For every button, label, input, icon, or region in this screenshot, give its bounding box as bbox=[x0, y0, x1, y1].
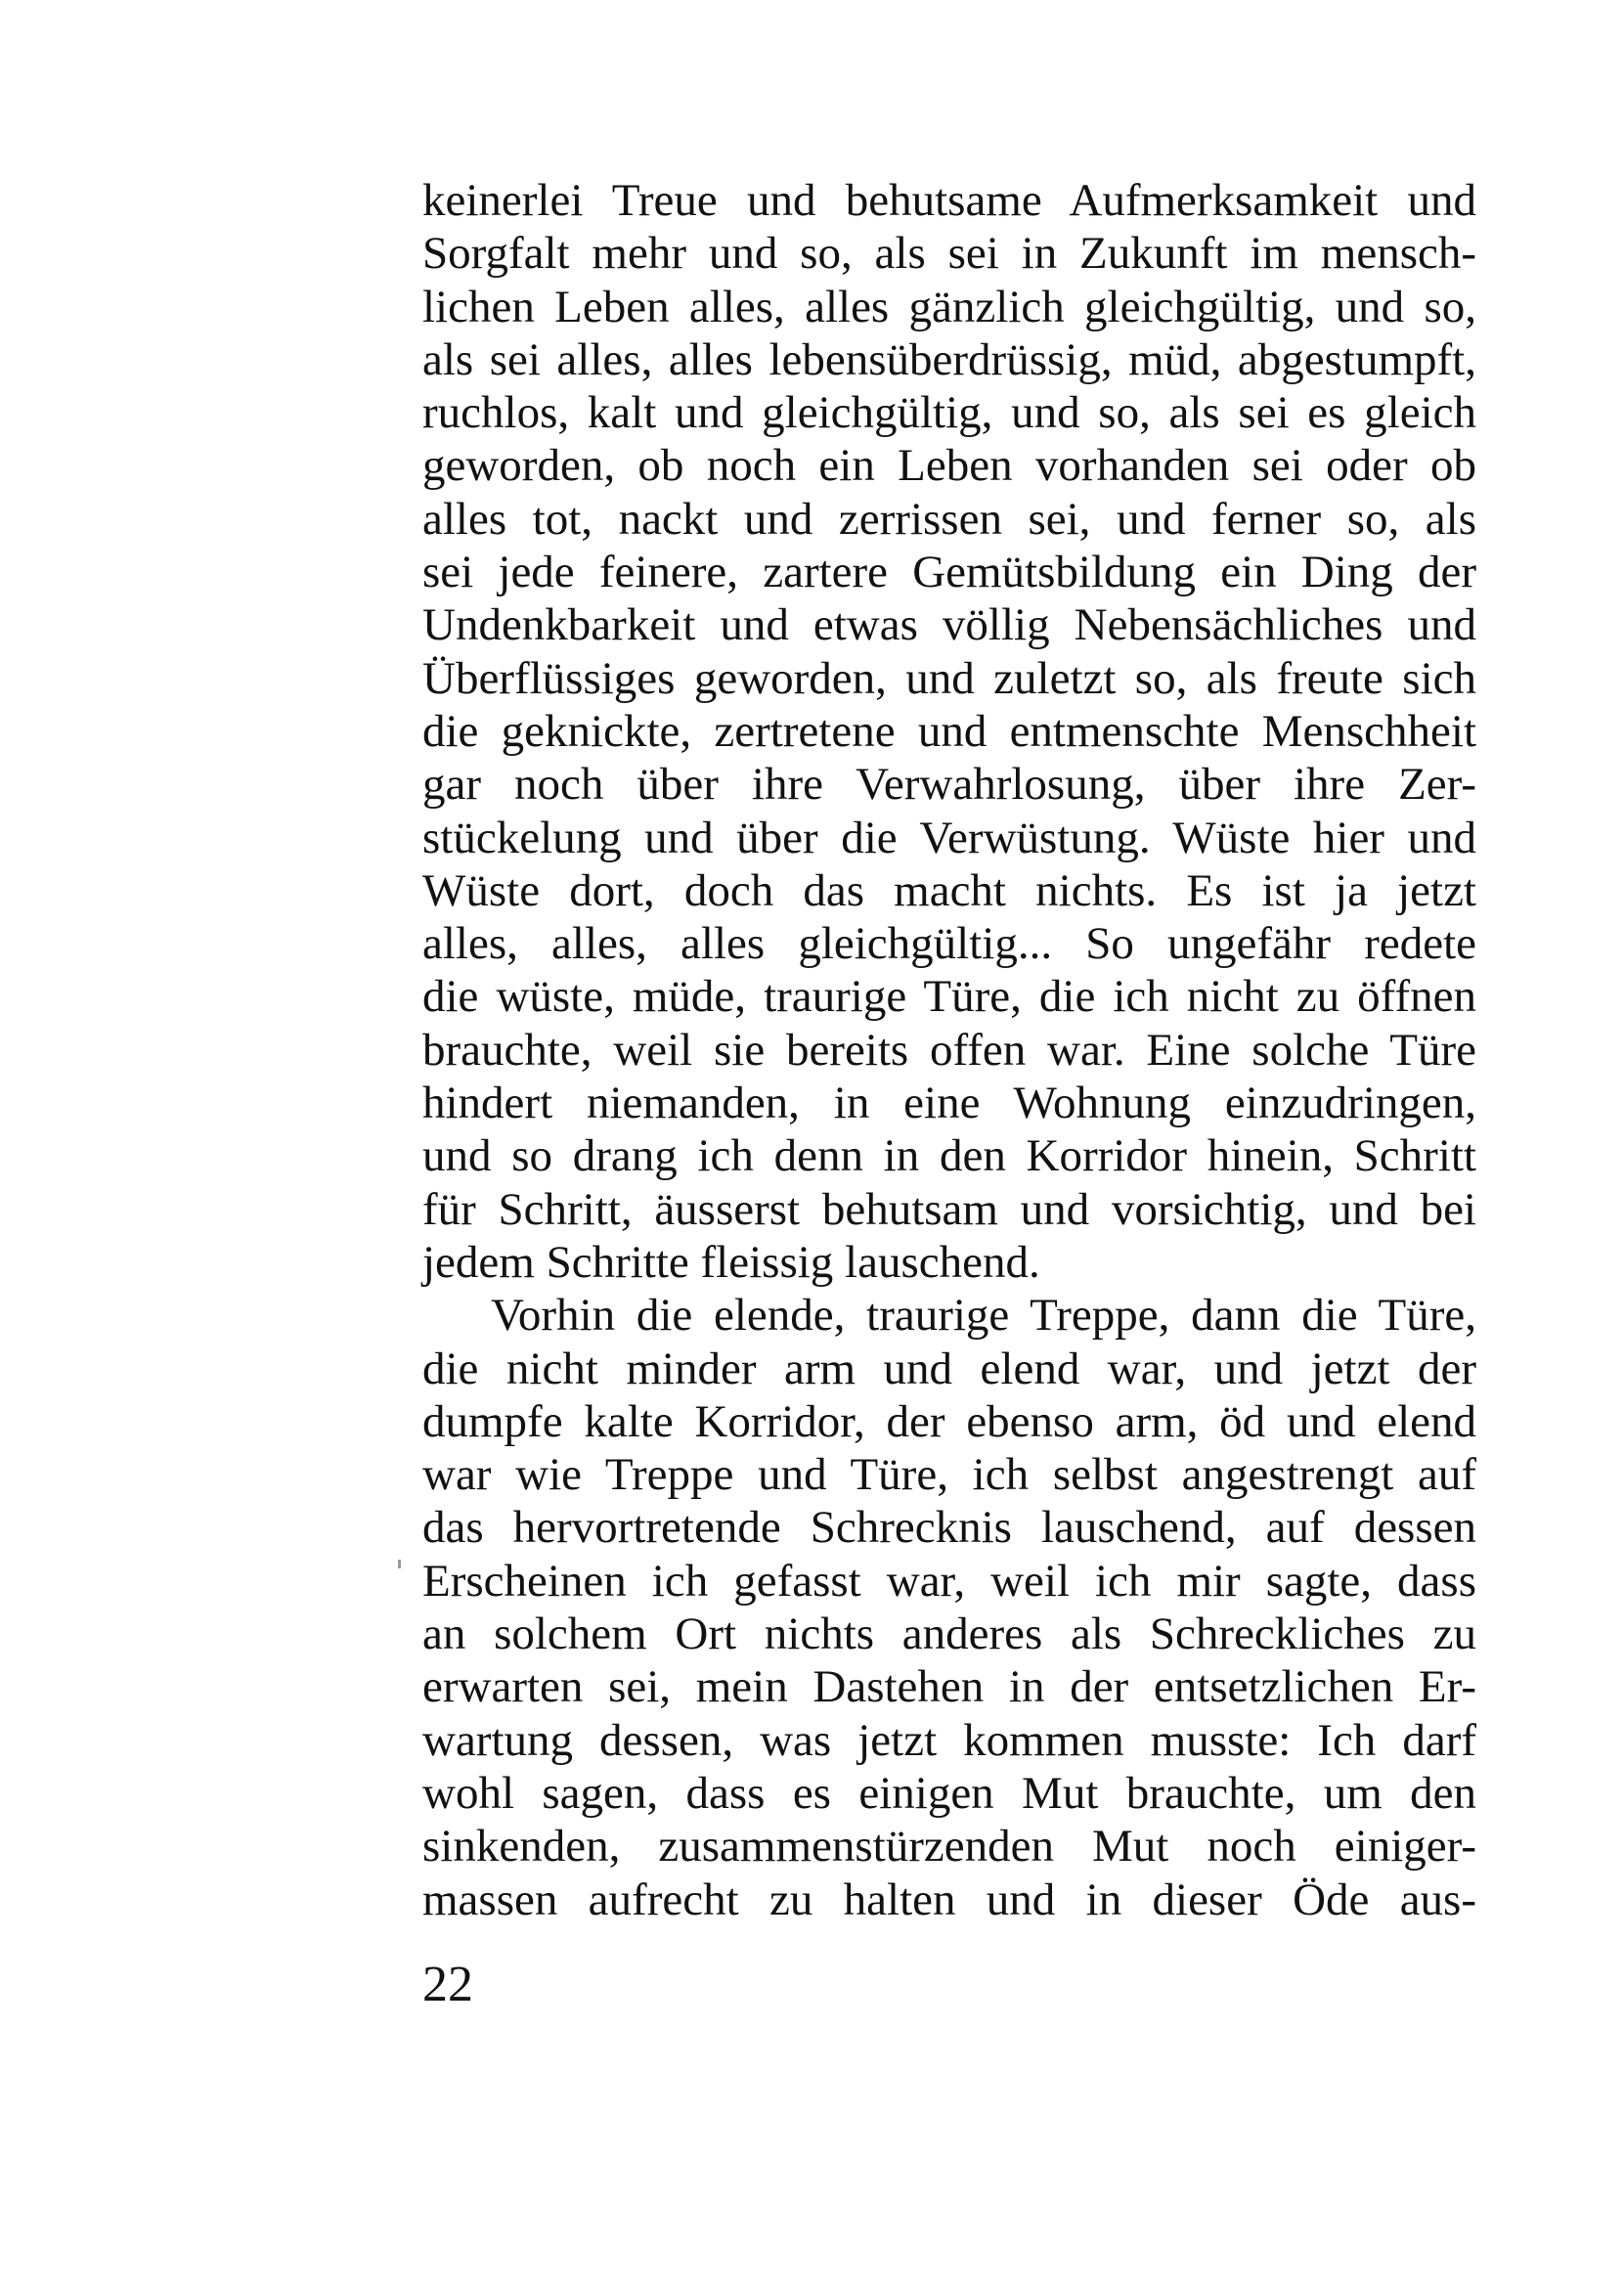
text-line: als sei alles, alles lebensüberdrüssig, müd, abgestumpft, bbox=[422, 333, 1476, 385]
text-line: an solchem Ort nichts anderes als Schreckliches zu bbox=[422, 1609, 1476, 1660]
text-line: alles, alles, alles gleichgültig... So ungefähr redete bbox=[422, 918, 1476, 970]
text-line: Undenkbarkeit und etwas völlig Nebensächliches und bbox=[422, 599, 1476, 651]
text-line: für Schritt, äusserst behutsam und vorsichtig, und bei bbox=[422, 1183, 1476, 1235]
text-line: hindert niemanden, in eine Wohnung einzudringen, bbox=[422, 1078, 1476, 1129]
text-line: massen aufrecht zu halten und in dieser Öde aus- bbox=[422, 1873, 1476, 1925]
text-line: wohl sagen, dass es einigen Mut brauchte, um den bbox=[422, 1767, 1476, 1819]
text-line: lichen Leben alles, alles gänzlich gleichgültig, und so, bbox=[422, 281, 1476, 332]
text-line: keinerlei Treue und behutsame Aufmerksamkeit und bbox=[422, 175, 1476, 226]
text-line: erwarten sei, mein Dastehen in der entsetzlichen Er- bbox=[422, 1661, 1476, 1713]
text-line: Wüste dort, doch das macht nichts. Es ist ja jetzt bbox=[422, 864, 1476, 916]
text-line: gar noch über ihre Verwahrlosung, über ihre Zer- bbox=[422, 759, 1476, 811]
text-line: die geknickte, zertretene und entmenschte Menschheit bbox=[422, 705, 1476, 757]
text-line: brauchte, weil sie bereits offen war. Eine solche Türe bbox=[422, 1024, 1476, 1076]
text-line: geworden, ob noch ein Leben vorhanden sei oder ob bbox=[422, 440, 1476, 492]
text-line: dumpfe kalte Korridor, der ebenso arm, öd und elend bbox=[422, 1395, 1476, 1447]
scan-speck bbox=[398, 1560, 401, 1568]
page-number: 22 bbox=[422, 1957, 473, 2012]
body-text bbox=[422, 174, 1476, 1926]
text-line: das hervortretende Schrecknis lauschend, auf dessen bbox=[422, 1502, 1476, 1554]
text-line: und so drang ich denn in den Korridor hinein, Schritt bbox=[422, 1130, 1476, 1182]
text-line: sinkenden, zusammenstürzenden Mut noch einiger- bbox=[422, 1821, 1476, 1873]
text-line: stückelung und über die Verwüstung. Wüste hier und bbox=[422, 812, 1476, 863]
paragraph-start-line: Vorhin die elende, traurige Treppe, dann die Türe, bbox=[491, 1290, 1476, 1342]
text-line: Überflüssiges geworden, und zuletzt so, als freute sich bbox=[422, 652, 1476, 704]
text-line: die nicht minder arm und elend war, und jetzt der bbox=[422, 1343, 1476, 1394]
text-line: Erscheinen ich gefasst war, weil ich mir sagte, dass bbox=[422, 1555, 1476, 1607]
text-line: war wie Treppe und Türe, ich selbst angestrengt auf bbox=[422, 1449, 1476, 1501]
paragraph-end-line: jedem Schritte fleissig lauschend. bbox=[422, 1236, 1040, 1288]
text-line: Sorgfalt mehr und so, als sei in Zukunft im mensch- bbox=[422, 228, 1476, 280]
text-line: sei jede feinere, zartere Gemütsbildung ein Ding der bbox=[422, 547, 1476, 598]
text-line: ruchlos, kalt und gleichgültig, und so, als sei es gleich bbox=[422, 387, 1476, 439]
text-line: die wüste, müde, traurige Türe, die ich nicht zu öffnen bbox=[422, 971, 1476, 1023]
text-line: alles tot, nackt und zerrissen sei, und ferner so, als bbox=[422, 493, 1476, 545]
text-line: wartung dessen, was jetzt kommen musste: Ich darf bbox=[422, 1714, 1476, 1766]
